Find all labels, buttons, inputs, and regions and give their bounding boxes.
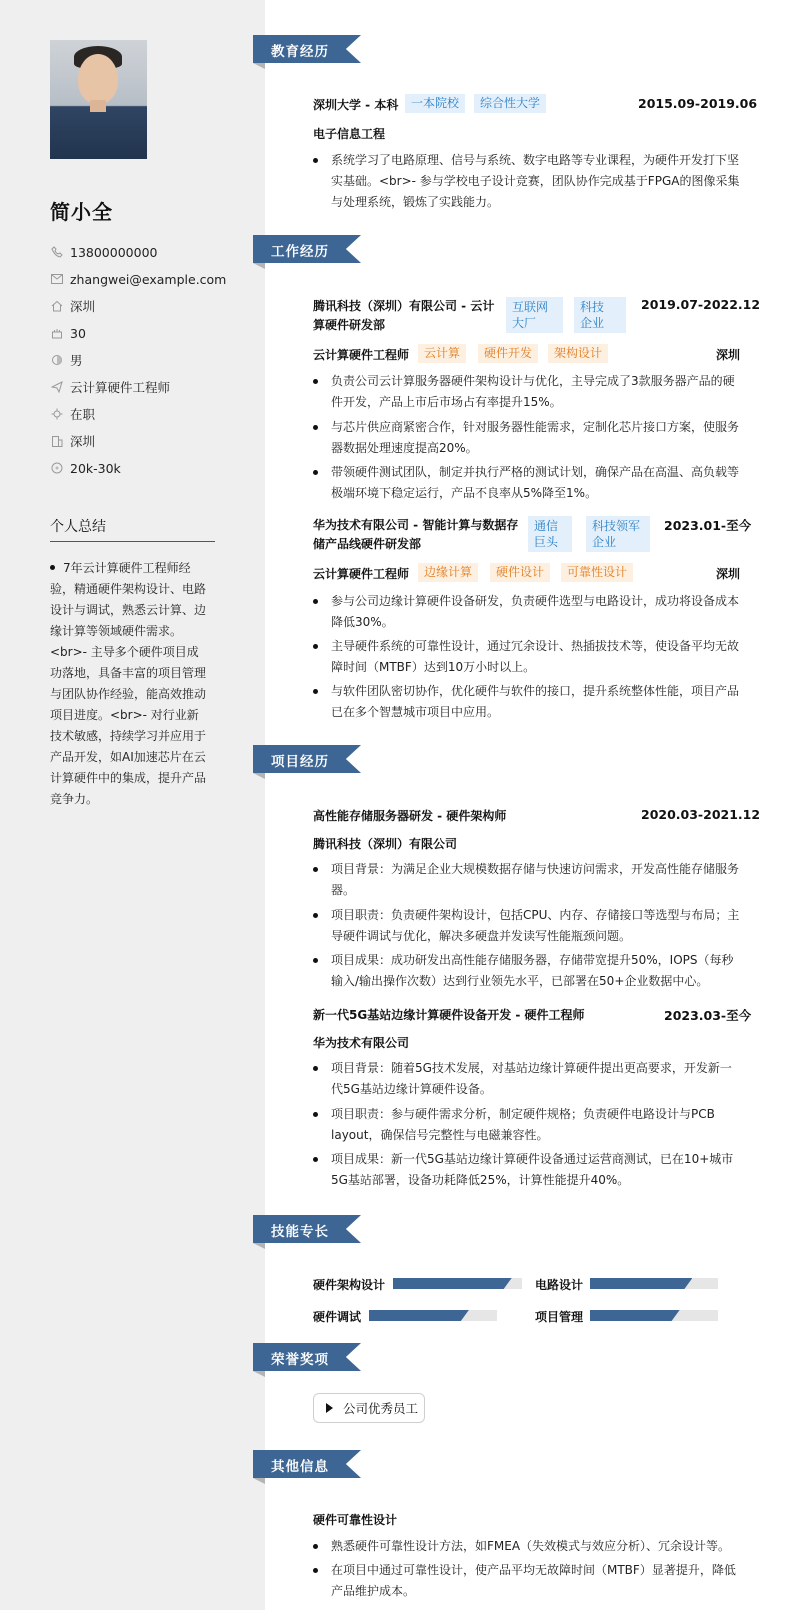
company-tag xyxy=(574,297,626,333)
company-tag xyxy=(506,297,563,333)
company-tag-line: 互联网 xyxy=(512,300,549,314)
section-projects xyxy=(253,745,361,779)
skill-bar xyxy=(590,1310,718,1321)
skill-bar xyxy=(393,1278,522,1289)
work-date: 2023.01-至今 xyxy=(664,518,752,533)
skill-name: 硬件架构设计 xyxy=(313,1278,386,1292)
play-icon xyxy=(326,1403,333,1413)
list-item: 项目职责：负责硬件架构设计，包括CPU、内存、存储接口等选型与布局；主导硬件调试与优化，解决多硬盘并发读写性能瓶颈问题。 xyxy=(313,905,741,947)
role: 云计算硬件工程师 xyxy=(313,567,410,581)
company-tag-line: 企业 xyxy=(592,535,617,549)
summary-text xyxy=(50,558,210,810)
info-email xyxy=(50,269,226,289)
info-gender xyxy=(50,350,83,370)
city-value: 深圳 xyxy=(70,434,96,449)
section-skills xyxy=(253,1215,361,1249)
section-other xyxy=(253,1450,361,1484)
list-item: 系统学习了电路原理、信号与系统、数字电路等专业课程，为硬件开发打下坚实基础。<br>- 参与学校电子设计竞赛，团队协作完成基于FPGA的图像采集与处理系统，锻炼了实践能力。 xyxy=(313,150,741,213)
city-icon xyxy=(50,434,64,448)
company-name-line: 腾讯科技（深圳）有限公司 - 云计 xyxy=(313,299,495,313)
email-value: zhangwei@example.com xyxy=(70,271,227,287)
home-icon xyxy=(50,299,64,313)
education-date: 2015.09-2019.06 xyxy=(638,96,758,111)
skill-name: 硬件调试 xyxy=(313,1310,362,1324)
list-item: 在项目中通过可靠性设计，使产品平均无故障时间（MTBF）显著提升，降低产品维护成本。 xyxy=(313,1560,741,1602)
section-title: 项目经历 xyxy=(271,754,329,770)
company-tag-line: 科技 xyxy=(580,300,605,314)
school-name: 深圳大学 - 本科 xyxy=(313,98,399,112)
hometown-value: 深圳 xyxy=(70,299,96,314)
skill-bar xyxy=(369,1310,497,1321)
work-location: 深圳 xyxy=(716,567,741,581)
section-awards xyxy=(253,1343,361,1377)
skill-tag: 云计算 xyxy=(418,344,466,363)
skill-bar xyxy=(590,1278,718,1289)
project-date: 2023.03-至今 xyxy=(664,1008,752,1023)
company-tag-line: 企业 xyxy=(580,316,605,330)
info-phone xyxy=(50,242,157,262)
mail-icon xyxy=(50,272,64,286)
company-name-line: 算硬件研发部 xyxy=(313,318,386,332)
list-item: 项目背景：为满足企业大规模数据存储与快速访问需求，开发高性能存储服务器。 xyxy=(313,859,741,901)
skill-tag: 硬件开发 xyxy=(478,344,538,363)
candidate-name: 简小全 xyxy=(50,200,113,224)
role: 云计算硬件工程师 xyxy=(313,348,410,362)
project-title: 高性能存储服务器研发 - 硬件架构师 xyxy=(313,809,507,823)
summary-title: 个人总结 xyxy=(50,519,106,535)
section-education xyxy=(253,35,361,69)
company-tag-line: 通信 xyxy=(534,519,559,533)
list-item: 与软件团队密切协作，优化硬件与软件的接口，提升系统整体性能，项目产品已在多个智慧城市项目中应用。 xyxy=(313,681,741,723)
skill-bar-fill xyxy=(590,1278,692,1289)
list-item: 参与公司边缘计算硬件设备研发，负责硬件选型与电路设计，成功将设备成本降低30%。 xyxy=(313,591,741,633)
section-title: 荣誉奖项 xyxy=(271,1352,329,1368)
list-item: 项目职责：参与硬件需求分析，制定硬件规格；负责硬件电路设计与PCB layout，确保信号完整性与电磁兼容性。 xyxy=(313,1104,741,1146)
status-icon xyxy=(50,407,64,421)
phone-value: 13800000000 xyxy=(70,244,158,260)
company-tag-line: 大厂 xyxy=(512,316,537,330)
school-tag: 综合性大学 xyxy=(474,94,546,113)
age-value: 30 xyxy=(70,325,86,341)
company-name xyxy=(313,297,494,335)
gender-value: 男 xyxy=(70,353,83,368)
project-company: 华为技术有限公司 xyxy=(313,1036,410,1050)
section-title: 其他信息 xyxy=(271,1459,329,1475)
list-item: 项目成果：新一代5G基站边缘计算硬件设备通过运营商测试，已在10+城市5G基站部署，设备功耗降低25%，计算性能提升40%。 xyxy=(313,1149,741,1191)
list-item: 项目背景：随着5G技术发展，对基站边缘计算硬件提出更高要求，开发新一代5G基站边缘计算硬件设备。 xyxy=(313,1058,741,1100)
company-tag xyxy=(528,516,572,552)
work-location: 深圳 xyxy=(716,348,741,362)
project-company: 腾讯科技（深圳）有限公司 xyxy=(313,837,458,851)
info-status xyxy=(50,404,95,424)
info-age xyxy=(50,323,86,343)
section-work xyxy=(253,235,361,269)
list-item: 带领硬件测试团队，制定并执行严格的测试计划，确保产品在高温、高负载等极端环境下稳定运行，产品不良率从5%降至1%。 xyxy=(313,462,741,504)
phone-icon xyxy=(50,245,64,259)
skill-tag: 架构设计 xyxy=(548,344,608,363)
list-item: 主导硬件系统的可靠性设计，通过冗余设计、热插拔技术等，使设备平均无故障时间（MTBF）达到10万小时以上。 xyxy=(313,636,741,678)
award-label: 公司优秀员工 xyxy=(343,1401,419,1416)
section-title: 工作经历 xyxy=(271,244,329,260)
company-tag-line: 科技领军 xyxy=(592,519,641,533)
skill-tag: 可靠性设计 xyxy=(561,563,633,582)
skill-name: 项目管理 xyxy=(535,1310,584,1324)
info-city xyxy=(50,431,95,451)
sidebar xyxy=(0,0,265,1610)
skill-bar-fill xyxy=(590,1310,680,1321)
skill-tag: 边缘计算 xyxy=(418,563,478,582)
list-item: 熟悉硬件可靠性设计方法，如FMEA（失效模式与效应分析）、冗余设计等。 xyxy=(313,1536,741,1557)
skill-name: 电路设计 xyxy=(535,1278,584,1292)
section-title: 技能专长 xyxy=(271,1224,329,1240)
salary-icon xyxy=(50,461,64,475)
summary-content: 7年云计算硬件工程师经验，精通硬件架构设计、电路设计与调试，熟悉云计算、边缘计算等领域硬件需求。<br>- 主导多个硬件项目成功落地，具备丰富的项目管理与团队协作经验，能高效推动项目进度。<br>- 对行业新技术敏感，持续学习并应用于产品开发，如AI加速芯片在云计算硬件中的集成，提升产品竞争力。 xyxy=(50,561,207,806)
info-salary xyxy=(50,458,121,478)
summary-divider xyxy=(50,541,215,542)
avatar xyxy=(50,40,147,159)
job-icon xyxy=(50,380,64,394)
list-item: 项目成果：成功研发出高性能存储服务器，存储带宽提升50%，IOPS（每秒输入/输出操作次数）达到行业领先水平，已部署在50+企业数据中心。 xyxy=(313,950,741,992)
position-value: 云计算硬件工程师 xyxy=(70,380,171,395)
list-item: 与芯片供应商紧密合作，针对服务器性能需求，定制化芯片接口方案，使服务器数据处理速度提高20%。 xyxy=(313,417,741,459)
company-tag-line: 巨头 xyxy=(534,535,559,549)
skill-bar-fill xyxy=(393,1278,512,1289)
section-title: 教育经历 xyxy=(271,44,329,60)
skill-tag: 硬件设计 xyxy=(490,563,550,582)
company-name xyxy=(313,516,518,554)
major: 电子信息工程 xyxy=(313,127,386,141)
award-button[interactable] xyxy=(313,1393,425,1423)
company-name-line: 储产品线硬件研发部 xyxy=(313,537,422,551)
project-title: 新一代5G基站边缘计算硬件设备开发 - 硬件工程师 xyxy=(313,1008,585,1022)
company-tag xyxy=(586,516,650,552)
salary-value: 20k-30k xyxy=(70,460,121,476)
status-value: 在职 xyxy=(70,407,96,422)
project-date: 2020.03-2021.12 xyxy=(641,807,761,822)
other-title: 硬件可靠性设计 xyxy=(313,1513,398,1527)
gender-icon xyxy=(50,353,64,367)
company-name-line: 华为技术有限公司 - 智能计算与数据存 xyxy=(313,518,519,532)
skill-bar-fill xyxy=(369,1310,469,1321)
age-icon xyxy=(50,326,64,340)
info-position xyxy=(50,377,170,397)
info-hometown xyxy=(50,296,95,316)
list-item: 负责公司云计算服务器硬件架构设计与优化，主导完成了3款服务器产品的硬件开发，产品上市后市场占有率提升15%。 xyxy=(313,371,741,413)
school-tag: 一本院校 xyxy=(405,94,465,113)
work-date: 2019.07-2022.12 xyxy=(641,297,761,312)
